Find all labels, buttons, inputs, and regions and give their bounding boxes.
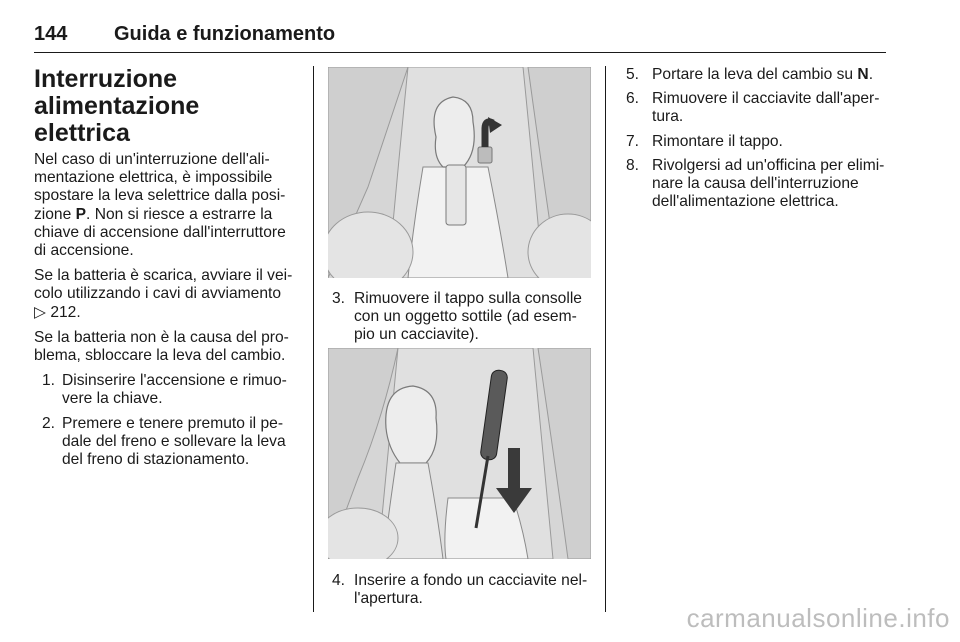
column-divider	[605, 66, 606, 612]
section-title	[34, 66, 304, 147]
watermark[interactable]: carmanualsonline.info	[686, 603, 950, 633]
text-line: Rimontare il tappo.	[652, 132, 783, 150]
text-segment: . Non si riesce a estrarre la	[86, 205, 273, 223]
text-line: Nel caso di un'interruzione dell'ali-	[34, 151, 270, 168]
text-line: nare la causa dell'interruzione	[652, 175, 859, 193]
text-line: dell'alimentazione elettrica.	[652, 193, 839, 211]
step-number: 8.	[626, 156, 640, 174]
step-4	[332, 572, 594, 614]
step-7	[626, 133, 888, 151]
text-line: vere la chiave.	[62, 390, 163, 408]
step-3	[332, 290, 594, 351]
page-number: 144	[34, 23, 68, 45]
text-line	[652, 66, 873, 84]
step-number: 7.	[626, 132, 640, 150]
text-line: chiave di accensione dall'interruttore	[34, 223, 286, 241]
section-title-line: elettrica	[34, 119, 130, 147]
step-5	[626, 66, 888, 84]
paragraph-battery-discharged	[34, 267, 304, 322]
text-line: del freno di stazionamento.	[62, 451, 250, 469]
step-number: 4.	[332, 572, 346, 589]
step-1	[34, 372, 304, 408]
text-line: con un oggetto sottile (ad esem-	[354, 308, 577, 326]
text-line: blema, sbloccare la leva del cambio.	[34, 347, 286, 365]
right-column	[626, 66, 888, 217]
text-line: spostare la leva selettrice dalla posi-	[34, 187, 286, 205]
text-line: Rimuovere il tappo sulla consolle	[354, 290, 582, 307]
page-reference-link[interactable]: 212.	[46, 303, 81, 321]
text-line: dale del freno e sollevare la leva	[62, 432, 286, 450]
text-line: Inserire a fondo un cacciavite nel-	[354, 572, 588, 589]
step-number: 1.	[42, 372, 56, 390]
text-line: di accensione.	[34, 242, 134, 260]
illustration-console-cap	[328, 67, 591, 278]
paragraph-battery-not-cause	[34, 329, 304, 365]
gear-position-p: P	[75, 205, 87, 223]
step-number: 6.	[626, 90, 640, 108]
step-2	[34, 415, 304, 470]
text-line: colo utilizzando i cavi di avviamento	[34, 285, 282, 303]
text-segment: Portare la leva del cambio su	[652, 66, 858, 83]
chapter-title: Guida e funzionamento	[114, 23, 336, 45]
text-line: Disinserire l'accensione e rimuo-	[62, 372, 287, 390]
text-line	[34, 304, 304, 322]
page-header	[34, 22, 886, 53]
text-line: pio un cacciavite).	[354, 326, 479, 344]
text-line: tura.	[652, 108, 684, 126]
step-6	[626, 90, 888, 126]
text-line	[34, 206, 304, 224]
text-line: Se la batteria è scarica, avviare il vei-	[34, 267, 293, 285]
step-8	[626, 157, 888, 212]
step-number: 2.	[42, 414, 56, 432]
text-line: Se la batteria non è la causa del pro-	[34, 328, 289, 346]
text-segment: .	[868, 66, 874, 83]
column-divider	[313, 66, 314, 612]
page-reference-icon: ▷	[34, 303, 46, 321]
left-column	[34, 66, 304, 475]
illustration-screwdriver	[328, 348, 591, 559]
text-line: l'apertura.	[354, 590, 423, 608]
gear-position-n: N	[857, 66, 869, 83]
paragraph-power-failure	[34, 151, 304, 260]
text-line: Premere e tenere premuto il pe-	[62, 414, 284, 432]
text-line: Rivolgersi ad un'officina per elimi-	[652, 156, 885, 174]
step-number: 3.	[332, 290, 346, 307]
step-number: 5.	[626, 66, 640, 83]
section-title-line: Interruzione alimentazione	[34, 65, 200, 120]
text-segment: zione	[34, 205, 76, 223]
text-line: Rimuovere il cacciavite dall'aper-	[652, 90, 880, 108]
text-line: mentazione elettrica, è impossibile	[34, 169, 273, 187]
